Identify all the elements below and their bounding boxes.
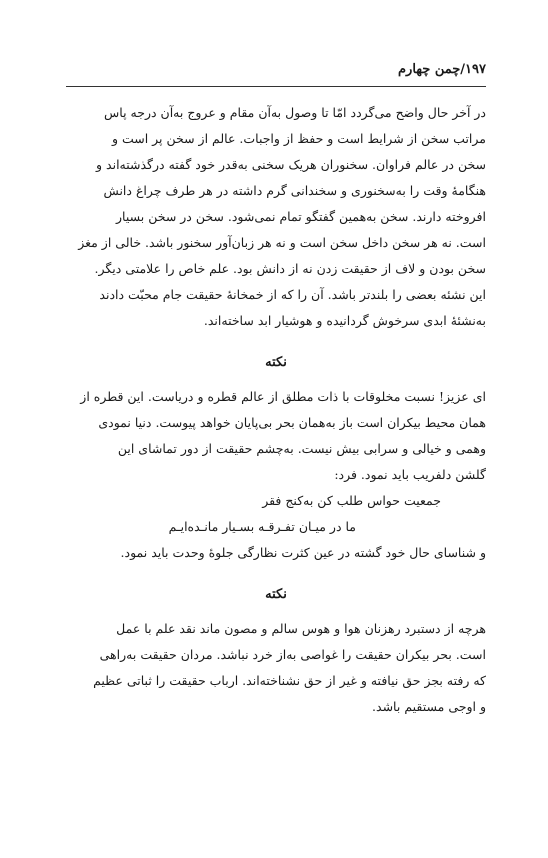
text-line: و اوجی مستقیم باشد. <box>372 699 486 714</box>
text-line: هرچه از دستبرد رهزنان هوا و هوس سالم و مصون ماند نقد علم با عمل <box>116 621 486 636</box>
page-body <box>66 100 486 720</box>
text-line: است. بحر بیکران حقیقت را غواصی به‌از خرد نباشد. مردان حقیقت به‌راهی <box>99 647 486 662</box>
text-line: و شناسای حال خود گشته در عین کثرت نظارگی جلوهٔ وحدت باید نمود. <box>120 545 486 560</box>
text-line: وهمی و خیالی و سرابی بیش نیست. به‌چشم حقیقت از دور تماشای این <box>117 441 486 456</box>
text-line: سخن بودن و لاف از حقیقت زدن نه از دانش بود. علم خاص را علامتی دیگر. <box>94 261 486 276</box>
text-line: مراتب سخن از شرایط است و حفظ از واجبات. عالم از سخن پر است و <box>111 131 486 146</box>
paragraph-note-2 <box>66 616 486 720</box>
text-line: که رفته بجز حق نیافته و غیر از حق نشناخته‌اند. ارباب حقیقت را ثباتی عظیم <box>93 673 486 688</box>
text-line: گلشن دلفریب باید نمود. فرد: <box>334 467 486 482</box>
paragraph-note-1 <box>66 384 486 566</box>
text-line: هنگامهٔ وقت را به‌سخنوری و سخندانی گرم داشته در هر طرف چراغ دانش <box>103 183 486 198</box>
spacer <box>66 334 486 350</box>
text-line: در آخر حال واضح می‌گردد امّا تا وصول به‌آن مقام و عروج به‌آن درجه پاس <box>104 105 486 120</box>
text-line: سخن در عالم فراوان. سخنوران هریک سخنی به‌قدر خود گفته درگذشته‌اند و <box>96 157 486 172</box>
text-line: این نشئه بعضی را بلندتر باشد. آن را که از خمخانهٔ حقیقت جام محبّت دادند <box>99 287 486 302</box>
section-heading: نکته <box>265 355 287 370</box>
text-line: ای عزیز! نسبت مخلوقات با ذات مطلق از عالم قطره و دریاست. این قطره از <box>80 389 486 404</box>
header-rule <box>66 86 486 87</box>
text-line: است. نه هر سخن داخل سخن است و نه هر زبان‌آور سخنور باشد. خالی از مغز <box>78 235 486 250</box>
text-line: همان محیط بیکران است باز به‌همان بحر بی‌پایان خواهد پیوست. دنیا نمودی <box>98 415 486 430</box>
spacer <box>66 376 486 384</box>
verse-line: جمعیت حواس طلب کن به‌کنج فقر <box>262 493 441 508</box>
text-line: افروخته دارند. سخن به‌همین گفتگو تمام نمی‌شود. سخن در سخن بسیار <box>116 209 486 224</box>
verse-line: ما در میـان تفـرقـه بسـیار مانـده‌ایـم <box>168 519 356 534</box>
paragraph-intro <box>66 100 486 334</box>
running-head: ۱۹۷/چمن چهارم <box>398 62 486 77</box>
text-line: به‌نشئهٔ ابدی سرخوش گردانیده و هوشیار ابد ساخته‌اند. <box>203 313 486 328</box>
spacer <box>66 608 486 616</box>
spacer <box>66 566 486 582</box>
section-heading: نکته <box>265 587 287 602</box>
